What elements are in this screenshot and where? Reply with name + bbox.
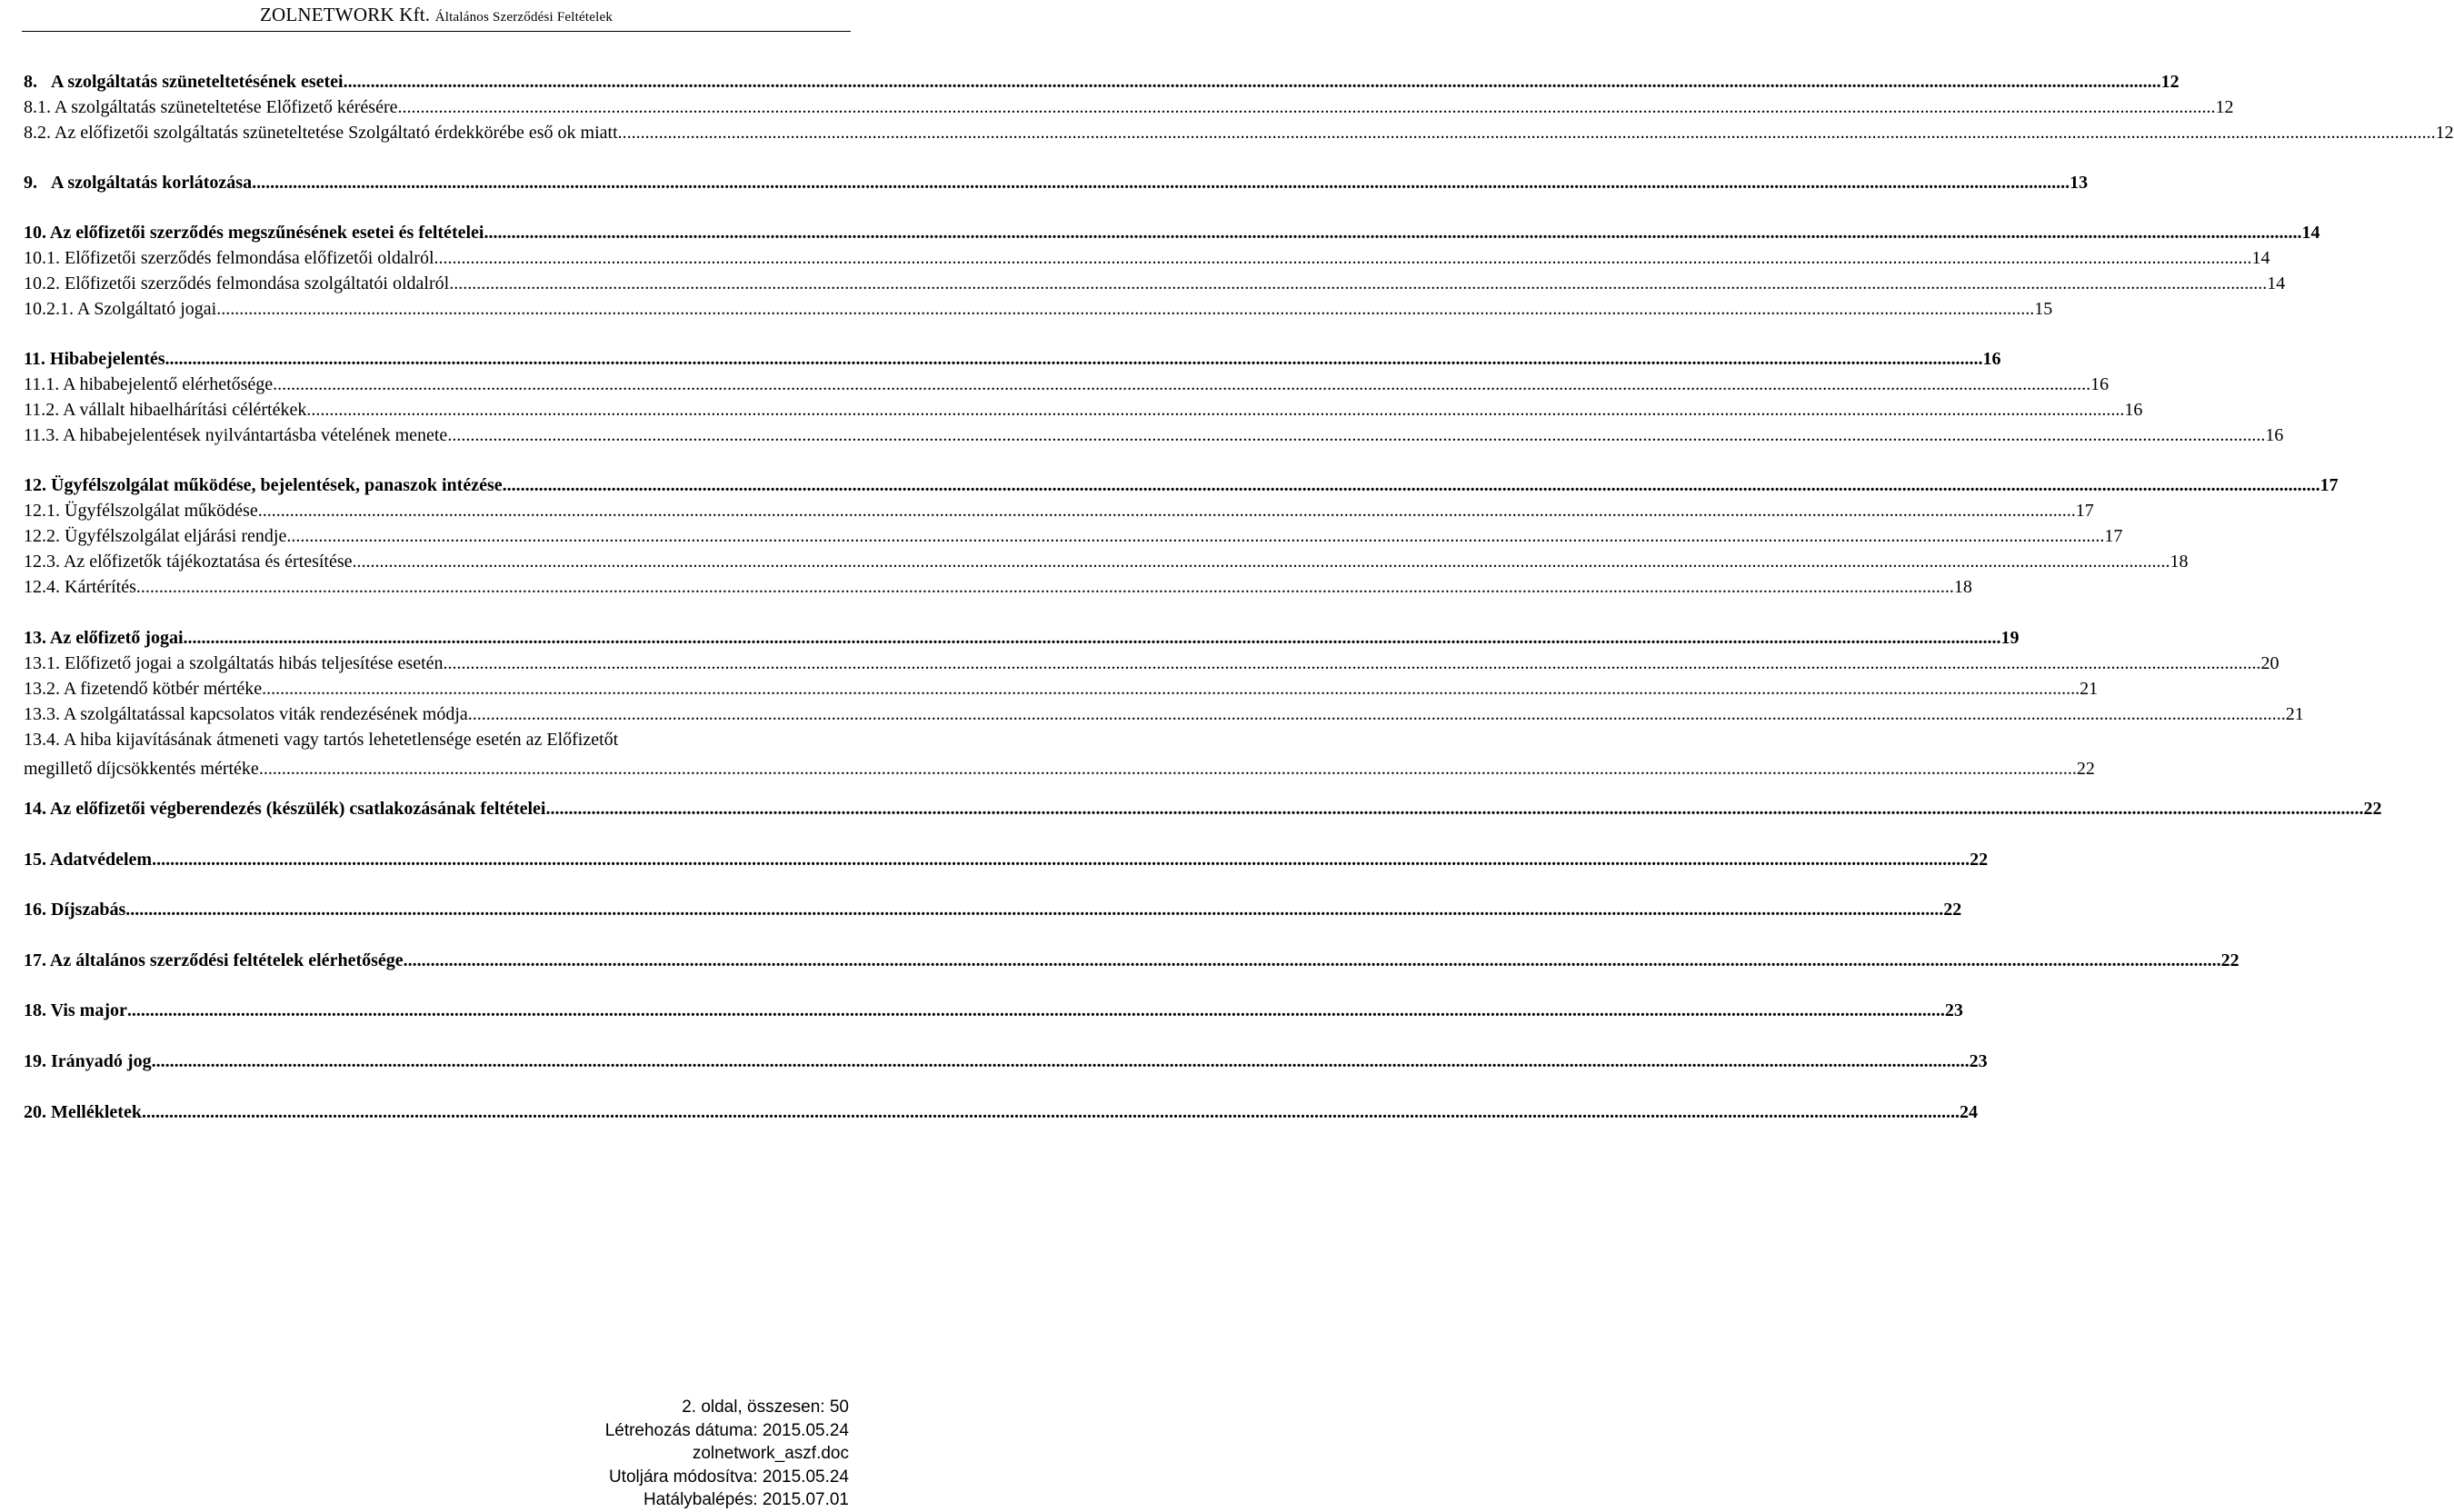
header-company: ZOLNETWORK Kft.: [259, 4, 431, 25]
toc-entry-title: 13.3. A szolgáltatással kapcsolatos viták rendezésének módja: [24, 704, 468, 724]
toc-entry[interactable]: [24, 702, 2304, 726]
toc-entry[interactable]: [24, 121, 2454, 144]
toc-leader-dots: ................................................................................................................................................................................................................................................................................................................................................................................................................: [151, 1051, 1970, 1071]
toc-entry[interactable]: [24, 677, 2099, 701]
toc-entry-title: 19. Irányadó jog: [24, 1051, 152, 1071]
toc-entry[interactable]: [24, 95, 2234, 119]
toc-page-number: 23: [1944, 1000, 1963, 1020]
toc-entry[interactable]: [24, 550, 2189, 573]
footer-page-info: 2. oldal, összesen: 50: [682, 1398, 849, 1417]
toc-page-number: 23: [1969, 1051, 1988, 1071]
toc-page-number: 17: [2075, 501, 2094, 521]
header-rule: [22, 31, 851, 32]
toc-entry-line1: 13.4. A hiba kijavításának átmeneti vagy tartós lehetetlensége esetén az Előfizetőt: [24, 730, 619, 750]
toc-page-number: 22: [2220, 950, 2240, 970]
toc-leader-dots: ................................................................................................................................................................................................................................................................................................................................................................................................................: [262, 679, 2080, 699]
toc-page-number: 15: [2034, 299, 2053, 319]
toc-leader-dots: ................................................................................................................................................................................................................................................................................................................................................................................................................: [286, 526, 2105, 546]
toc-entry-title: 18. Vis major: [24, 1000, 127, 1020]
toc-entry-title: 13. Az előfizető jogai: [24, 628, 184, 648]
toc-entry[interactable]: [24, 848, 1989, 871]
toc-page-number: 16: [1982, 349, 2001, 369]
toc-page-number: 22: [2076, 759, 2095, 779]
toc-leader-dots: ................................................................................................................................................................................................................................................................................................................................................................................................................: [343, 72, 2161, 92]
toc-entry[interactable]: [24, 347, 2001, 371]
toc-entry[interactable]: [24, 1049, 1988, 1073]
toc-entry-title: 20. Mellékletek: [24, 1102, 142, 1122]
toc-entry-title: 13.1. Előfizető jogai a szolgáltatás hibás teljesítése esetén: [24, 653, 444, 673]
toc-leader-dots: ................................................................................................................................................................................................................................................................................................................................................................................................................: [484, 223, 2302, 243]
toc-entry-title: 10.2. Előfizetői szerződés felmondása szolgáltatói oldalról: [24, 274, 450, 293]
toc-entry-title: 10. Az előfizetői szerződés megszűnésének esetei és feltételei: [24, 223, 484, 243]
toc-entry-title: 10.2.1. A Szolgáltató jogai: [24, 299, 217, 319]
toc-entry[interactable]: [24, 171, 2089, 194]
toc-entry-line2: [24, 754, 2095, 781]
toc-page-number: 22: [1943, 900, 1962, 920]
toc-entry[interactable]: [24, 524, 2123, 548]
toc-entry-title: 17. Az általános szerződési feltételek elérhetősége: [24, 950, 404, 970]
toc-leader-dots: ................................................................................................................................................................................................................................................................................................................................................................................................................: [449, 274, 2268, 293]
toc-leader-dots: ................................................................................................................................................................................................................................................................................................................................................................................................................: [141, 1102, 1960, 1122]
toc-page-number: 18: [2170, 552, 2189, 572]
toc-leader-dots: ................................................................................................................................................................................................................................................................................................................................................................................................................: [467, 704, 2286, 724]
toc-page-number: 12: [2160, 72, 2180, 92]
toc-page-number: 24: [1959, 1102, 1978, 1122]
toc-entry-title: 8.2. Az előfizetői szolgáltatás szüneteltetése Szolgáltató érdekkörébe eső ok miatt: [24, 123, 618, 143]
toc-leader-dots: ................................................................................................................................................................................................................................................................................................................................................................................................................: [443, 653, 2261, 673]
toc-entry-title: 11. Hibabejelentés: [24, 349, 165, 369]
toc-page-number: 21: [2285, 704, 2304, 724]
toc-leader-dots: ................................................................................................................................................................................................................................................................................................................................................................................................................: [403, 950, 2221, 970]
toc-entry-title: 12.2. Ügyfélszolgálat eljárási rendje: [24, 526, 287, 546]
page-footer: [605, 1396, 849, 1512]
toc-entry[interactable]: [24, 797, 2382, 821]
toc-leader-dots: ................................................................................................................................................................................................................................................................................................................................................................................................................: [252, 173, 2070, 193]
toc-page-number: 21: [2080, 679, 2099, 699]
toc-entry[interactable]: [24, 398, 2143, 422]
toc-entry[interactable]: [24, 272, 2286, 295]
toc-page-number: 14: [2301, 223, 2320, 243]
toc-entry[interactable]: [24, 499, 2094, 522]
footer-modified: Utoljára módosítva: 2015.05.24: [608, 1467, 849, 1487]
toc-entry[interactable]: [24, 423, 2284, 447]
toc-page-number: 14: [2267, 274, 2286, 293]
toc-leader-dots: ................................................................................................................................................................................................................................................................................................................................................................................................................: [165, 349, 1983, 369]
toc-leader-dots: ................................................................................................................................................................................................................................................................................................................................................................................................................: [545, 799, 2364, 819]
toc-page-number: 13: [2070, 173, 2089, 193]
toc-page-number: 16: [2124, 400, 2143, 420]
toc-entry[interactable]: [24, 575, 1972, 599]
toc-entry[interactable]: [24, 70, 2180, 94]
toc-entry[interactable]: [24, 373, 2110, 396]
toc-entry[interactable]: [24, 473, 2339, 497]
toc-page-number: 14: [2251, 248, 2270, 268]
toc-page-number: 20: [2260, 653, 2279, 673]
toc-leader-dots: ................................................................................................................................................................................................................................................................................................................................................................................................................: [617, 123, 2436, 143]
toc-entry-title-continued: megillető díjcsökkentés mértéke: [24, 759, 259, 779]
toc-entry-title: 14. Az előfizetői végberendezés (készülék) csatlakozásának feltételei: [24, 799, 546, 819]
toc-page-number: 17: [2319, 475, 2339, 495]
toc-entry-title: 9. A szolgáltatás korlátozása: [24, 173, 253, 193]
toc-entry[interactable]: [24, 728, 2095, 781]
toc-entry-title: 11.3. A hibabejelentések nyilvántartásba vételének menete: [24, 425, 448, 445]
toc-leader-dots: ................................................................................................................................................................................................................................................................................................................................................................................................................: [273, 374, 2091, 394]
toc-leader-dots: ................................................................................................................................................................................................................................................................................................................................................................................................................: [397, 97, 2216, 117]
toc-entry[interactable]: [24, 297, 2053, 321]
footer-created: Létrehozás dátuma: 2015.05.24: [604, 1420, 849, 1440]
footer-filename: zolnetwork_aszf.doc: [692, 1444, 849, 1463]
toc-leader-dots: ................................................................................................................................................................................................................................................................................................................................................................................................................: [183, 628, 2001, 648]
toc-entry-title: 16. Díjszabás: [24, 900, 126, 920]
toc-entry[interactable]: [24, 949, 2240, 972]
toc-entry-title: 11.2. A vállalt hibaelhárítási célértékek: [24, 400, 307, 420]
toc-page-number: 18: [1953, 577, 1972, 597]
toc-entry[interactable]: [24, 999, 1963, 1022]
toc-page-number: 12: [2215, 97, 2234, 117]
toc-leader-dots: ................................................................................................................................................................................................................................................................................................................................................................................................................: [216, 299, 2035, 319]
toc-entry-title: 12.4. Kártérítés: [24, 577, 136, 597]
toc-page-number: 12: [2435, 123, 2454, 143]
toc-entry-title: 13.2. A fizetendő kötbér mértéke: [24, 679, 263, 699]
toc-page-number: 22: [2363, 799, 2382, 819]
toc-entry-title: 12. Ügyfélszolgálat működése, bejelentések, panaszok intézése: [24, 475, 503, 495]
toc-page-number: 22: [1970, 850, 1989, 870]
toc-page-number: 16: [2090, 374, 2110, 394]
page-header: [0, 4, 873, 26]
toc-entry[interactable]: [24, 626, 2020, 650]
toc-entry[interactable]: [24, 652, 2279, 675]
toc-entry-title: 8. A szolgáltatás szüneteltetésének esetei: [24, 72, 344, 92]
toc-entry-title: 11.1. A hibabejelentő elérhetősége: [24, 374, 274, 394]
toc-page-number: 19: [2000, 628, 2020, 648]
toc-leader-dots: ................................................................................................................................................................................................................................................................................................................................................................................................................: [447, 425, 2266, 445]
toc-leader-dots: ................................................................................................................................................................................................................................................................................................................................................................................................................: [257, 501, 2076, 521]
toc-entry-title: 8.1. A szolgáltatás szüneteltetése Előfizető kérésére: [24, 97, 398, 117]
toc-leader-dots: ................................................................................................................................................................................................................................................................................................................................................................................................................: [152, 850, 1970, 870]
toc-entry[interactable]: [24, 898, 1962, 921]
toc-entry[interactable]: [24, 1100, 1978, 1124]
toc-entry-title: 10.1. Előfizetői szerződés felmondása előfizetői oldalról: [24, 248, 434, 268]
header-doc-title: Általános Szerződési Feltételek: [434, 10, 614, 25]
toc-leader-dots: ................................................................................................................................................................................................................................................................................................................................................................................................................: [434, 248, 2252, 268]
toc-entry-title: 15. Adatvédelem: [24, 850, 153, 870]
toc-entry[interactable]: [24, 221, 2320, 244]
toc-leader-dots: ................................................................................................................................................................................................................................................................................................................................................................................................................: [352, 552, 2170, 572]
footer-effective: Hatálybalépés: 2015.07.01: [643, 1490, 849, 1509]
toc-leader-dots: ................................................................................................................................................................................................................................................................................................................................................................................................................: [135, 577, 1954, 597]
toc-leader-dots: ................................................................................................................................................................................................................................................................................................................................................................................................................: [125, 900, 1944, 920]
toc-leader-dots: ................................................................................................................................................................................................................................................................................................................................................................................................................: [126, 1000, 1945, 1020]
toc-page-number: 16: [2265, 425, 2284, 445]
toc-entry-title: 12.3. Az előfizetők tájékoztatása és értesítése: [24, 552, 353, 572]
toc-entry-title: 12.1. Ügyfélszolgálat működése: [24, 501, 258, 521]
toc-leader-dots: ................................................................................................................................................................................................................................................................................................................................................................................................................: [502, 475, 2320, 495]
toc-page-number: 17: [2104, 526, 2123, 546]
toc-entry[interactable]: [24, 246, 2270, 270]
toc-leader-dots: ................................................................................................................................................................................................................................................................................................................................................................................................................: [258, 759, 2077, 779]
toc-leader-dots: ................................................................................................................................................................................................................................................................................................................................................................................................................: [306, 400, 2125, 420]
